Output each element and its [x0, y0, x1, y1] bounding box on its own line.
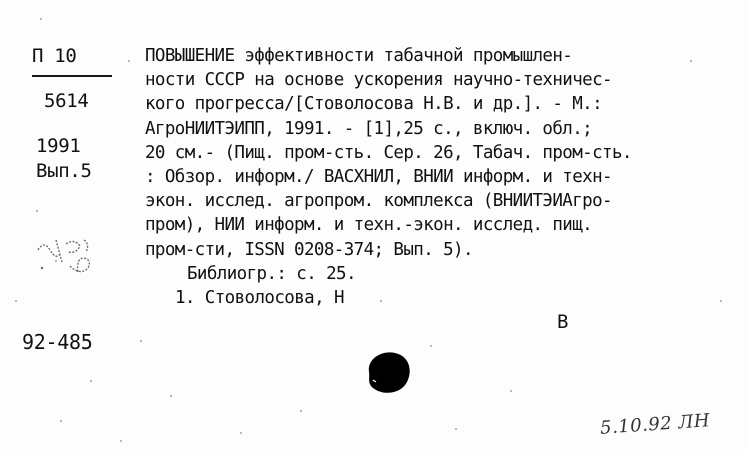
description-line: пром), НИИ информ. и техн.-экон. исслед. пищ.: [145, 215, 593, 236]
accession-number: 5614: [44, 90, 89, 112]
bibliographic-description: [145, 44, 745, 310]
scan-speck: [510, 390, 512, 392]
scan-speck: [60, 420, 62, 422]
scan-speck: [430, 345, 432, 347]
subject-letter: В: [557, 311, 569, 333]
inventory-number: 92-485: [22, 330, 93, 354]
description-line: пром-сти, ISSN 0208-374; Вып. 5).: [145, 239, 473, 260]
shelf-mark: П 10: [32, 45, 77, 67]
description-line: ности СССР на основе ускорения научно-техничес-: [145, 70, 612, 91]
scan-speck: [40, 18, 42, 20]
shelf-mark-rule: [32, 75, 112, 77]
scan-speck: [300, 410, 302, 412]
scan-speck: [140, 340, 142, 342]
scan-speck: [455, 428, 457, 430]
scan-speck: [90, 380, 92, 382]
scan-speck: [36, 210, 38, 212]
description-line: АгроНИИТЭИПП, 1991. - [1],25 с., включ. обл.;: [145, 118, 593, 139]
publication-year: 1991: [36, 135, 81, 157]
description-line: ПОВЫШЕНИЕ эффективности табачной промышлен-: [145, 46, 573, 66]
description-line: экон. исслед. агропром. комплекса (ВНИИТЭИАгро-: [145, 191, 612, 212]
scan-speck: [15, 300, 17, 302]
call-number-column: [30, 44, 130, 184]
description-line: кого прогресса/[Стоволосова Н.В. и др.]. - М.:: [145, 94, 603, 115]
issue-number: Вып.5: [36, 160, 92, 182]
scan-speck: [170, 395, 172, 397]
description-line: : Обзор. информ./ ВАСХНИЛ, ВНИИ информ. и техн-: [145, 167, 612, 188]
handwritten-scrawl: [30, 230, 110, 290]
author-entry: 1. Стоволосова, Н: [175, 288, 344, 309]
description-line: 20 см.- (Пищ. пром-сть. Сер. 26, Табач. пром-сть.: [145, 142, 632, 163]
handwritten-date: 5.10.92 ЛН: [599, 410, 711, 439]
scan-speck: [240, 432, 242, 434]
punch-hole: [363, 350, 413, 396]
bibliography-note: Библиогр.: с. 25.: [187, 263, 356, 284]
scan-speck: [120, 440, 122, 442]
